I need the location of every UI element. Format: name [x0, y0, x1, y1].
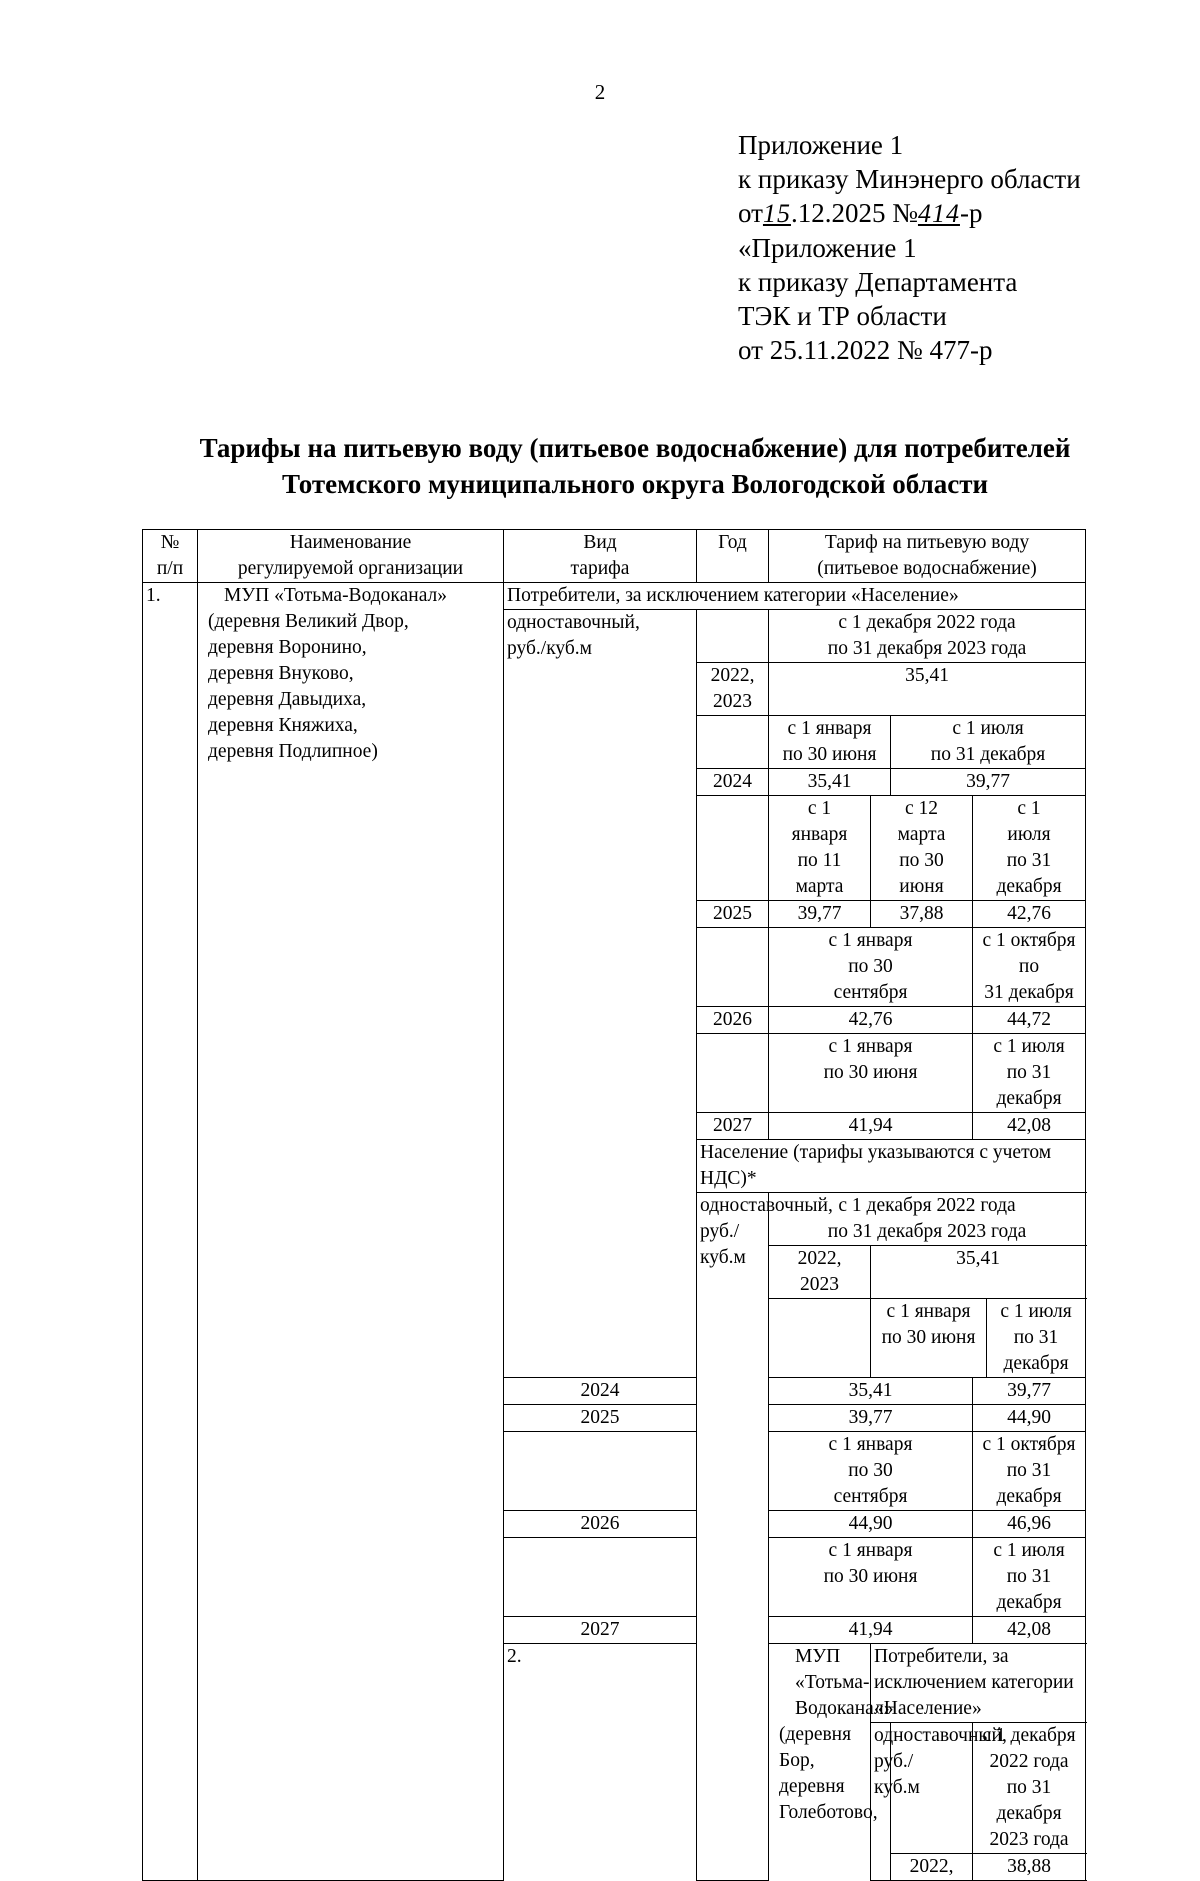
tariff-type: одноставочный, руб./куб.м	[697, 1193, 769, 1881]
period-cell: с 1 января по 30 сентября	[769, 1432, 973, 1511]
tariff-value: 35,41	[769, 769, 891, 796]
org-village: деревня Подлипное)	[208, 741, 378, 762]
category-label: Потребители, за исключением категории «Население»	[871, 1644, 1086, 1723]
tariff-value: 39,77	[769, 1405, 973, 1432]
tariff-value: 38,88	[973, 1854, 1086, 1881]
appendix-line: Приложение 1	[738, 130, 904, 160]
row-number: 1.	[143, 583, 198, 1881]
header-org: Наименование регулируемой организации	[198, 530, 504, 583]
org-village: деревня Воронино,	[208, 637, 367, 658]
period-cell: с 1 января по 30 июня	[769, 1034, 973, 1113]
tariff-value: 42,76	[973, 901, 1086, 928]
period-cell: с 1 января по 30 июня	[871, 1299, 987, 1378]
period-cell: с 1 декабря 2022 года по 31 декабря 2023 года	[769, 1193, 1086, 1246]
org-village: (деревня Бор,	[779, 1724, 852, 1771]
period-cell: с 1 января по 30 июня	[769, 716, 891, 769]
tariff-type: одноставочный, руб./куб.м	[504, 610, 697, 1378]
tariff-value: 39,77	[769, 901, 871, 928]
appendix-date-line	[738, 196, 1081, 231]
year-cell: 2026	[504, 1511, 697, 1538]
header-type: Вид тарифа	[504, 530, 697, 583]
appendix-line: к приказу Департамента	[738, 267, 1018, 297]
tariff-value: 46,96	[973, 1511, 1086, 1538]
org-cell	[769, 1644, 894, 1881]
year-cell-empty	[504, 1432, 697, 1511]
table-row	[143, 583, 1086, 610]
tariff-value: 44,90	[769, 1511, 973, 1538]
org-village: деревня Голеботово,	[779, 1776, 878, 1823]
appendix-line: от 25.11.2022 № 477-р	[738, 335, 993, 365]
period-cell: с 1 октября по 31 декабря	[973, 1432, 1086, 1511]
year-cell: 2022, 2023	[769, 1246, 871, 1299]
tariff-value: 35,41	[769, 1378, 973, 1405]
page-number: 2	[594, 80, 606, 104]
header-year: Год	[697, 530, 769, 583]
year-cell: 2024	[504, 1378, 697, 1405]
tariff-value: 39,77	[973, 1378, 1086, 1405]
tariff-value: 44,72	[973, 1007, 1086, 1034]
year-cell: 2022, 2023	[697, 663, 769, 716]
year-cell: 2024	[697, 769, 769, 796]
appendix-text: .12.2025 №	[790, 198, 918, 228]
org-village: деревня Давыдиха,	[208, 689, 367, 710]
period-cell: с 1 января по 30 сентября	[769, 928, 973, 1007]
year-cell: 2026	[697, 1007, 769, 1034]
tariff-value: 35,41	[769, 663, 1086, 716]
table-header-row	[143, 530, 1086, 583]
org-village: (деревня Великий Двор,	[208, 611, 409, 632]
tariff-value: 35,41	[871, 1246, 1086, 1299]
document-title	[140, 430, 1130, 502]
year-cell: 2027	[697, 1113, 769, 1140]
appendix-block	[738, 128, 1081, 367]
period-cell: с 1 июля по 31 декабря	[987, 1299, 1086, 1378]
period-cell: с 1 декабря 2022 года по 31 декабря 2023 года	[973, 1723, 1086, 1854]
tariff-value: 42,08	[973, 1113, 1086, 1140]
year-cell-empty	[504, 1538, 697, 1617]
title-line: Тотемского муниципального округа Вологодской области	[281, 469, 989, 499]
period-cell: с 1 июля по 31 декабря	[973, 796, 1086, 901]
tariff-value: 39,77	[891, 769, 1086, 796]
header-tariff: Тариф на питьевую воду (питьевое водоснабжение)	[769, 530, 1086, 583]
year-cell-empty	[697, 796, 769, 901]
category-label: Население (тарифы указываются с учетом НДС)*	[697, 1140, 1086, 1193]
year-cell-empty	[697, 1034, 769, 1113]
year-cell-empty	[697, 928, 769, 1007]
tariff-value: 41,94	[769, 1113, 973, 1140]
handwritten-number: 414	[917, 199, 960, 228]
period-cell: с 12 марта по 30 июня	[871, 796, 973, 901]
period-cell: с 1 июля по 31 декабря	[973, 1538, 1086, 1617]
year-cell-empty	[697, 610, 769, 663]
org-village: деревня Внуково,	[208, 663, 354, 684]
title-line: Тарифы на питьевую воду (питьевое водоснабжение) для потребителей	[199, 433, 1071, 463]
year-cell: 2025	[697, 901, 769, 928]
year-cell-empty	[769, 1299, 871, 1378]
header-num: № п/п	[143, 530, 198, 583]
category-label: Потребители, за исключением категории «Население»	[504, 583, 1086, 610]
tariff-value: 42,76	[769, 1007, 973, 1034]
appendix-line: «Приложение 1	[738, 233, 917, 263]
year-cell-empty	[697, 716, 769, 769]
year-cell: 2022,	[891, 1854, 973, 1881]
year-cell: 2025	[504, 1405, 697, 1432]
tariff-value: 41,94	[769, 1617, 973, 1644]
appendix-text: от	[738, 198, 763, 228]
tariff-value: 42,08	[973, 1617, 1086, 1644]
appendix-text: -р	[959, 198, 983, 228]
tariff-type: одноставочный, руб./куб.м	[871, 1723, 891, 1881]
org-name: МУП «Тотьма-Водоканал»	[224, 585, 448, 606]
handwritten-day: 15	[762, 199, 791, 228]
period-cell: с 1 января по 30 июня	[769, 1538, 973, 1617]
year-cell: 2027	[504, 1617, 697, 1644]
period-cell: с 1 июля по 31 декабря	[973, 1034, 1086, 1113]
appendix-line: к приказу Минэнерго области	[738, 164, 1081, 194]
period-cell: с 1 января по 11 марта	[769, 796, 871, 901]
appendix-line: ТЭК и ТР области	[738, 301, 947, 331]
tariff-table	[142, 529, 1086, 1881]
org-village: деревня Княжиха,	[208, 715, 358, 736]
period-cell: с 1 июля по 31 декабря	[891, 716, 1086, 769]
org-cell	[198, 583, 504, 1881]
org-name: МУП «Тотьма-Водоканал»	[795, 1646, 894, 1719]
period-cell: с 1 декабря 2022 года по 31 декабря 2023 года	[769, 610, 1086, 663]
tariff-value: 44,90	[973, 1405, 1086, 1432]
period-cell: с 1 октября по 31 декабря	[973, 928, 1086, 1007]
row-number: 2.	[504, 1644, 697, 1881]
tariff-value: 37,88	[871, 901, 973, 928]
